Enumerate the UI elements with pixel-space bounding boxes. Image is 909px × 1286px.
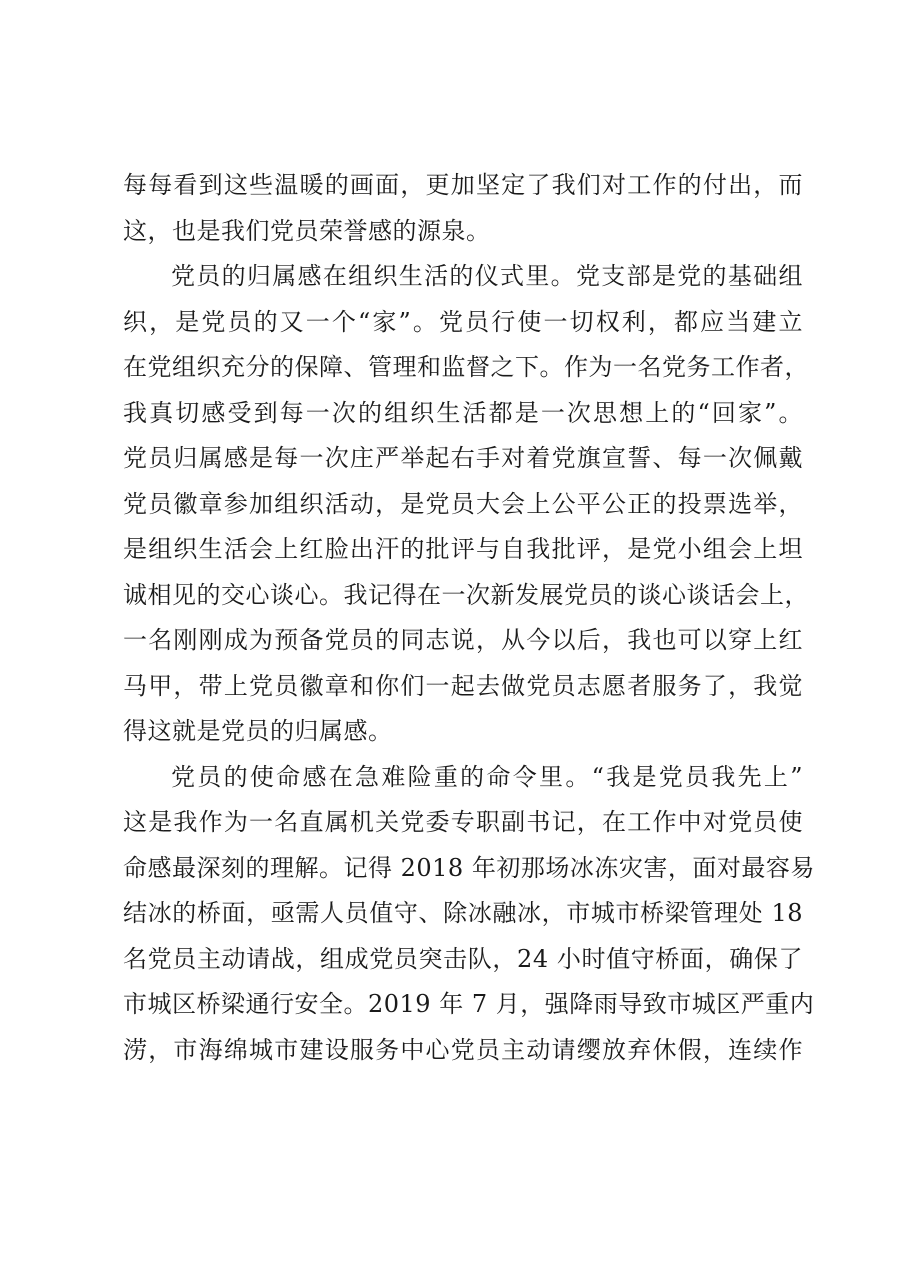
text-line-14: 党员的使命感在急难险重的命令里。“我是党员我先上” [171,762,803,791]
text-line-2: 这，也是我们党员荣誉感的源泉。 [123,216,491,245]
text-line-6: 我真切感受到每一次的组织生活都是一次思想上的“回家”。 [123,398,803,427]
text-line-16: 命感最深刻的理解。记得 2018 年初那场冰冻灾害，面对最容易 [123,853,815,882]
text-line-4: 织，是党员的又一个“家”。党员行使一切权利，都应当建立 [123,307,803,336]
text-line-3: 党员的归属感在组织生活的仪式里。党支部是党的基础组 [171,262,803,290]
text-line-15: 这是我作为一名直属机关党委专职副书记，在工作中对党员使 [123,808,803,836]
text-line-1: 每每看到这些温暖的画面，更加坚定了我们对工作的付出，而 [123,171,803,199]
text-line-8: 党员徽章参加组织活动，是党员大会上公平公正的投票选举， [123,489,803,518]
text-line-7: 党员归属感是每一次庄严举起右手对着党旗宣誓、每一次佩戴 [123,444,803,472]
text-line-11: 一名刚刚成为预备党员的同志说，从今以后，我也可以穿上红 [123,626,803,654]
document-body [123,163,815,1073]
text-line-5: 在党组织充分的保障、管理和监督之下。作为一名党务工作者， [123,353,809,381]
text-line-19: 市城区桥梁通行安全。2019 年 7 月，强降雨导致市城区严重内 [123,990,815,1018]
text-line-18: 名党员主动请战，组成党员突击队，24 小时值守桥面，确保了 [123,944,803,973]
text-line-10: 诚相见的交心谈心。我记得在一次新发展党员的谈心谈话会上， [123,580,809,609]
text-line-20: 涝，市海绵城市建设服务中心党员主动请缨放弃休假，连续作 [123,1035,803,1064]
text-line-17: 结冰的桥面，亟需人员值守、除冰融冰，市城市桥梁管理处 18 [123,899,803,927]
text-line-12: 马甲，带上党员徽章和你们一起去做党员志愿者服务了，我觉 [123,671,803,700]
text-line-9: 是组织生活会上红脸出汗的批评与自我批评，是党小组会上坦 [123,535,803,563]
text-line-13: 得这就是党员的归属感。 [123,717,393,745]
